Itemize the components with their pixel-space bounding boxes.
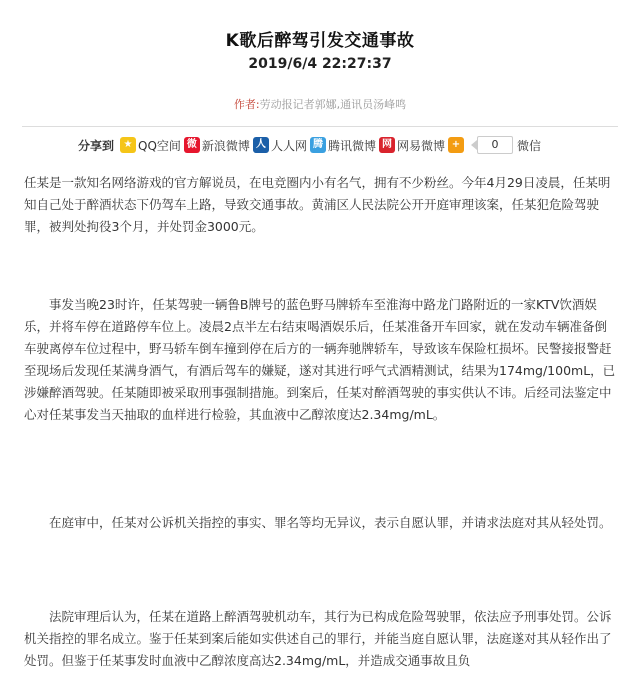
share-tencent-weibo-label: 腾讯微博	[327, 138, 376, 153]
share-wechat[interactable]	[517, 137, 541, 154]
author-label: 作者:	[233, 98, 260, 111]
share-more[interactable]	[448, 137, 466, 153]
share-renren[interactable]	[253, 137, 307, 154]
share-bar	[78, 135, 544, 155]
tencent-weibo-icon: 腾	[310, 137, 326, 153]
share-qzone[interactable]	[120, 137, 181, 154]
share-qzone-label: QQ空间	[138, 138, 181, 153]
share-tencent-weibo[interactable]	[310, 137, 376, 154]
renren-icon: 人	[253, 137, 269, 153]
share-sina-weibo-label: 新浪微博	[201, 138, 250, 153]
article-title: K歌后醉驾引发交通事故	[225, 31, 415, 51]
sina-weibo-icon: 微	[184, 137, 200, 153]
article-datetime: 2019/6/4 22:27:37	[248, 56, 392, 72]
share-counter	[471, 136, 513, 154]
share-label: 分享到	[78, 138, 115, 153]
share-count: 0	[477, 136, 513, 154]
header-divider	[22, 126, 618, 127]
paragraph: 事发当晚23时许，任某驾驶一辆鲁B牌号的蓝色野马牌轿车至淮海中路龙门路附近的一家KTV饮酒娱乐，并将车停在道路停车位上。凌晨2点半左右结束喝酒娱乐后，任某准备开车回家，就在发动车辆准备倒车驶离停车位过程中，野马轿车倒车撞到停在后方的一辆奔驰牌轿车，导致该车保险杠损坏。民警接报警赶至现场后发现任某满身酒气，有酒后驾车的嫌疑，遂对其进行呼气式酒精测试，结果为174mg/100mL，已涉嫌醉酒驾驶。任某随即被采取刑事强制措施。到案后，任某对醉酒驾驶的事实供认不讳。后经司法鉴定中心对任某事发当天抽取的血样进行检验，其血液中乙醇浓度达2.34mg/mL。	[24, 297, 616, 422]
author-text: 劳动报记者郭娜,通讯员汤峰鸣	[259, 98, 407, 111]
share-wechat-label: 微信	[516, 138, 541, 153]
share-netease-weibo[interactable]	[379, 137, 445, 154]
paragraph: 任某是一款知名网络游戏的官方解说员，在电竞圈内小有名气，拥有不少粉丝。今年4月29日凌晨，任某明知自己处于醉酒状态下仍驾车上路，导致交通事故。黄浦区人民法院公开开庭审理该案，任某犯危险驾驶罪，被判处拘役3个月，并处罚金3000元。	[24, 175, 611, 234]
share-sina-weibo[interactable]	[184, 137, 250, 154]
qzone-icon: ★	[120, 137, 136, 153]
plus-icon: +	[448, 137, 464, 153]
share-netease-weibo-label: 网易微博	[396, 138, 445, 153]
netease-weibo-icon: 网	[379, 137, 395, 153]
share-renren-label: 人人网	[270, 138, 307, 153]
paragraph: 法院审理后认为，任某在道路上醉酒驾驶机动车，其行为已构成危险驾驶罪，依法应予刑事处罚。公诉机关指控的罪名成立。鉴于任某到案后能如实供述自己的罪行，并能当庭自愿认罪，法庭遂对其从轻作出了处罚。但鉴于任某事发时血液中乙醇浓度高达2.34mg/mL，并造成交通事故且负	[24, 609, 612, 668]
paragraph: 在庭审中，任某对公诉机关指控的事实、罪名等均无异议，表示自愿认罪，并请求法庭对其从轻处罚。	[24, 515, 612, 530]
article-author	[0, 96, 640, 112]
